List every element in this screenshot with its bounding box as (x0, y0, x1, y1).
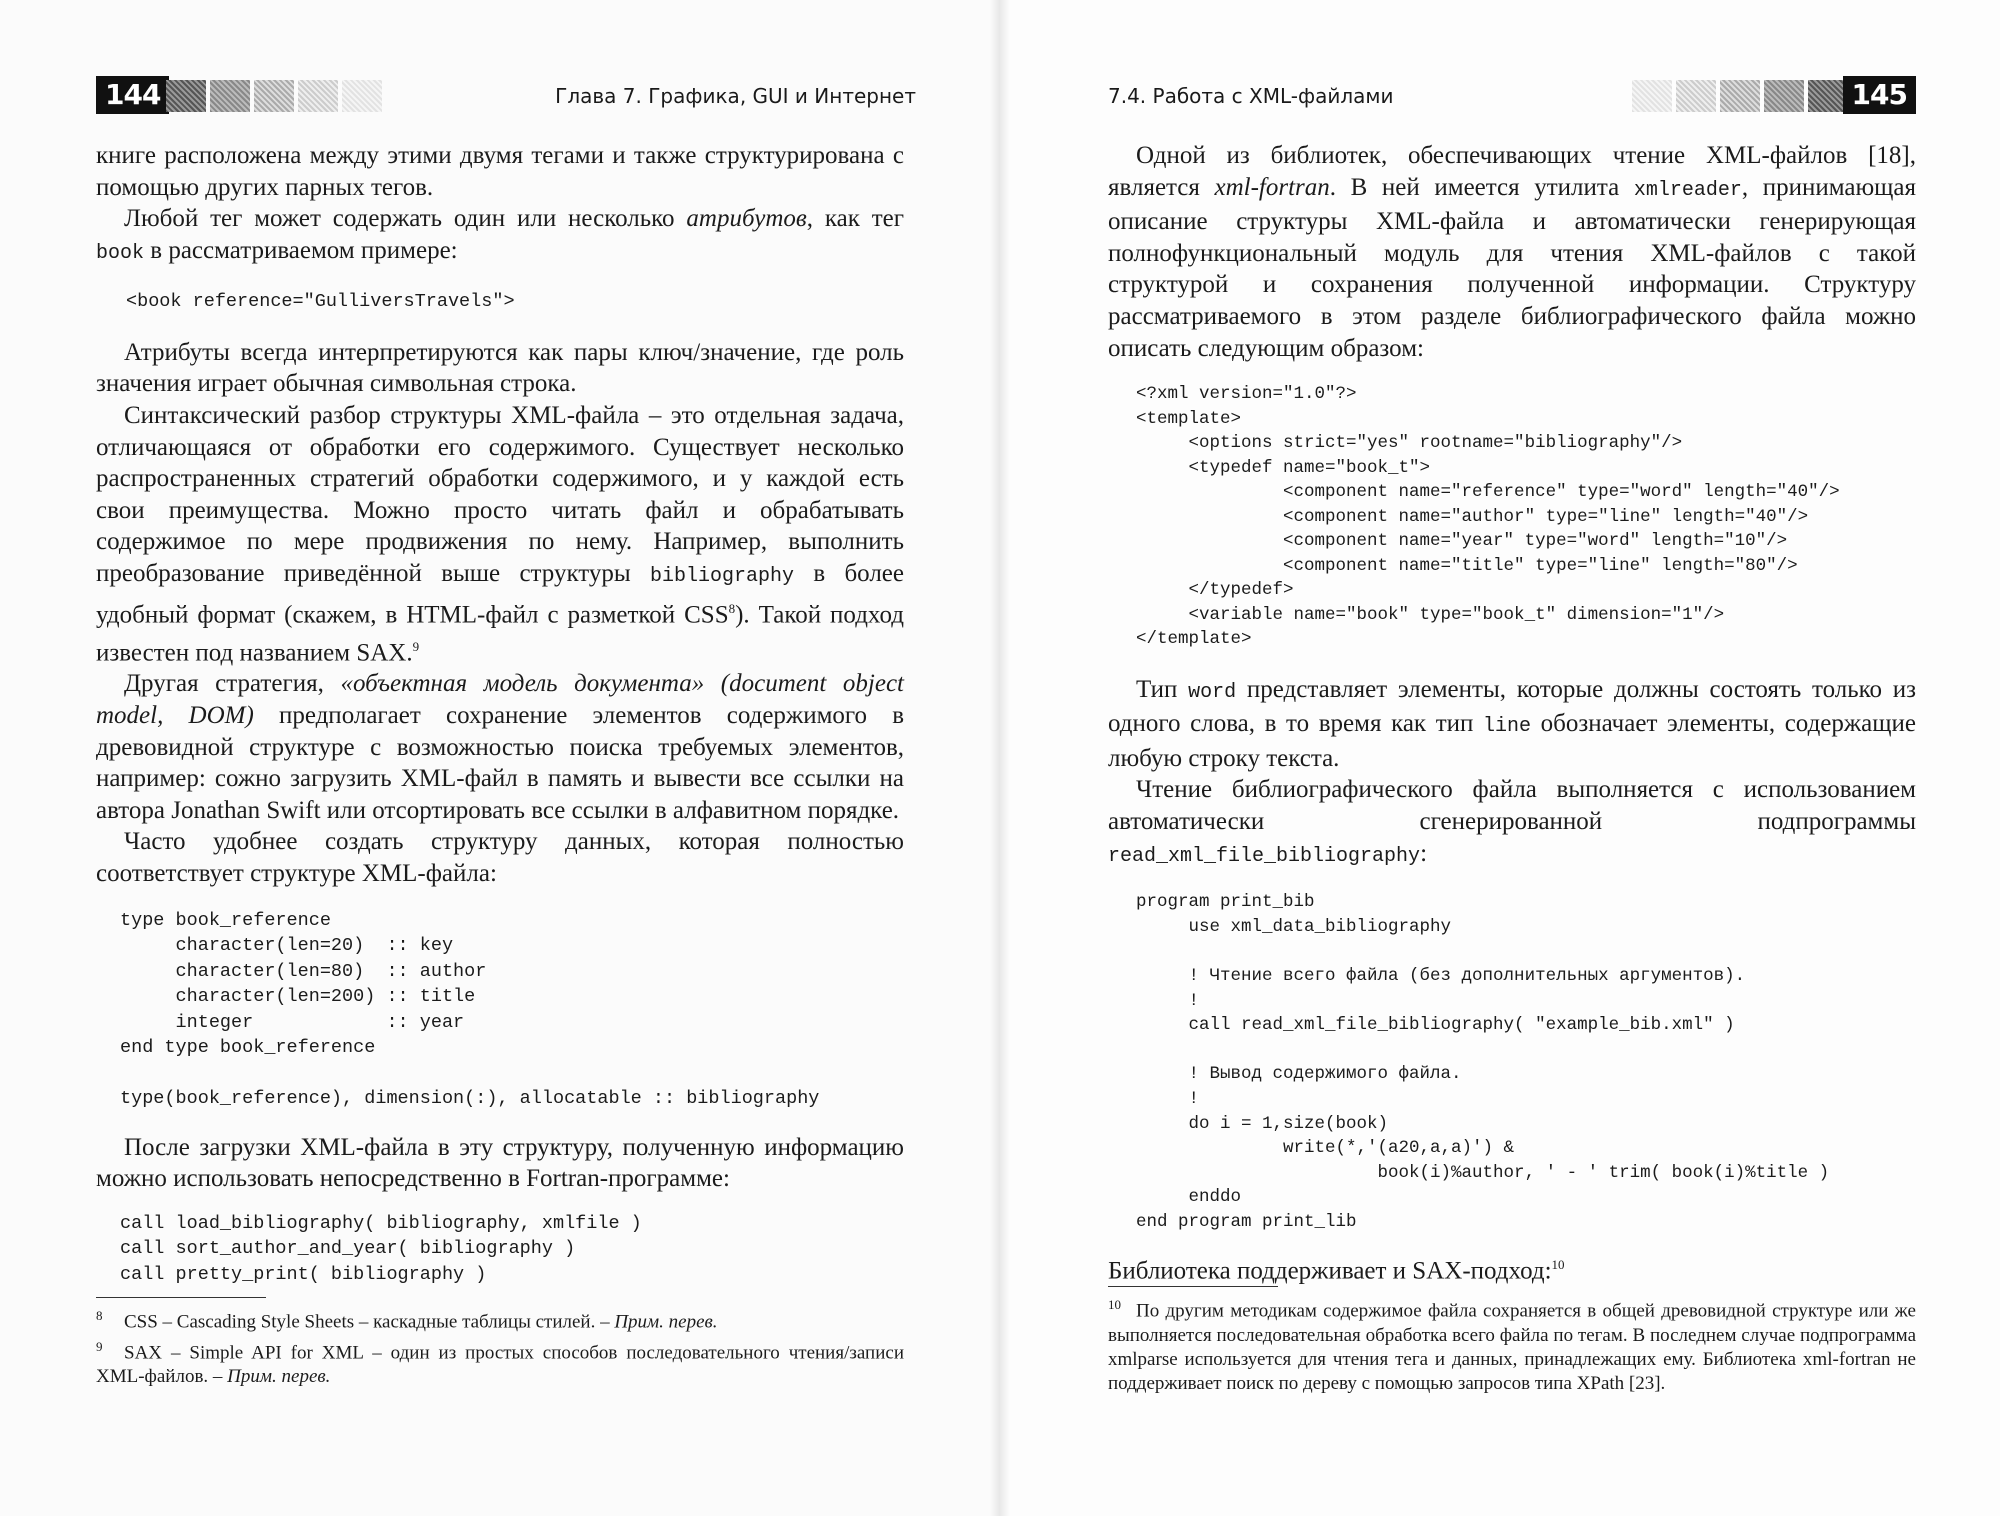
paragraph: Часто удобнее создать структуру данных, которая полностью соответствует структуре XML-файла: (96, 828, 904, 888)
right-page-header (1108, 76, 1916, 116)
chapter-title: Глава 7. Графика, GUI и Интернет (555, 84, 916, 108)
right-page (1000, 0, 2000, 1516)
footnotes (1108, 1293, 1916, 1395)
code-block: <book reference="GulliversTravels"> (126, 291, 515, 313)
paragraph: книге расположена между этими двумя тегами и также структурирована с помощью других парных тегов. (96, 142, 904, 201)
paragraph: Тип word представляет элементы, которые должны состоять только из одного слова, в то время как тип line обозначает элементы, содержащие любую строку текста. (1108, 675, 1917, 772)
footnote: 9 SAX – Simple API for XML – один из простых способов последовательного чтения/записи XML-файлов. – Прим. перев. (96, 1338, 904, 1387)
header-decoration (166, 80, 382, 112)
left-page-content (96, 140, 904, 1389)
code-block: type book_reference character(len=20) :: key character(len=80) :: author character(len=200) :: title integer :: year end type book_reference type(book_reference), dimension(:), allocatable :: bibliography (120, 909, 820, 1110)
paragraph: Синтаксический разбор структуры XML-файла – это отдельная задача, отличающаяся от обработки его содержимого. Существует несколько распространенных стратегий обработки содержимого, и у каждой есть свои преимущества. Можно просто читать файл и обрабатывать содержимое по мере продвижения по нему. Например, выполнить преобразование приведённой выше структуры bibliography в более удобный формат (скажем, в HTML-файл с разметкой CSS$^8$). Такой подход известен под названием SAX.$^9$ (96, 402, 904, 666)
section-title: 7.4. Работа с XML-файлами (1108, 84, 1394, 108)
code-block: <?xml version="1.0"?> <template> <options strict="yes" rootname="bibliography"/> <typedef name="book_t"> <component name="reference" type="word" length="40"/> <component name="author" type="line" length="40"/> <component name="year" type="word" length="10"/> <component name="title" type="line" length="80"/> </typedef> <variable name="book" type="book_t" dimension="1"/> </template> (1136, 384, 1840, 650)
footnote: 8 CSS – Cascading Style Sheets – каскадные таблицы стилей. – Прим. перев. (96, 1308, 718, 1333)
footnote: 10 По другим методикам содержимое файла сохраняется в общей древовидной структуре или же выполняется последовательная обработка всего файла по тегам. В последнем случае подпрограмма xmlparse используется для чтения тега и данных, принадлежащих ему. Библиотека xml-fortran не поддерживает поиск по дереву с помощью запросов типа XPath [23]. (1108, 1297, 1916, 1394)
footnote-rule (96, 1297, 266, 1298)
page-number: 144 (96, 76, 169, 114)
code-block: call load_bibliography( bibliography, xmlfile ) call sort_author_and_year( bibliography ) call pretty_print( bibliography ) (120, 1212, 642, 1285)
paragraph: Другая стратегия, «объектная модель документа» (document object model, DOM) предполагает сохранение элементов содержимого в древовидной структуре с возможностью поиска требуемых элементов, например: сожно загрузить XML-файл в память и вывести все ссылки на автора Jonathan Swift или отсортировать все ссылки в алфавитном порядке. (96, 670, 905, 824)
paragraph: Любой тег может содержать один или несколько атрибутов, как тег book в рассматриваемом примере: (96, 205, 904, 265)
paragraph: Атрибуты всегда интерпретируются как пары ключ/значение, где роль значения играет обычная символьная строка. (96, 338, 904, 398)
right-page-content (1108, 140, 1916, 1396)
footnote-rule (1108, 1286, 1278, 1287)
book-spine (990, 0, 1010, 1516)
paragraph: Библиотека поддерживает и SAX-подход:$^{10}$ (1108, 1256, 1565, 1284)
page-number: 145 (1843, 76, 1916, 114)
left-page-header (96, 76, 916, 116)
paragraph: Чтение библиографического файла выполняется с использованием автоматически сгенерированной подпрограммы read_xml_file_bibliography: (1108, 776, 1916, 868)
paragraph: Одной из библиотек, обеспечивающих чтение XML-файлов [18], является xml-fortran. В ней имеется утилита xmlreader, принимающая описание структуры XML-файла и автоматически генерирующая полнофункциональный модуль для чтения XML-файлов с такой структурой и сохранения полученной информации. Структуру рассматриваемого в этом разделе библиографического файла можно описать следующим образом: (1108, 142, 1916, 362)
footnotes (96, 1304, 904, 1389)
paragraph: После загрузки XML-файла в эту структуру, полученную информацию можно использовать непосредственно в Fortran-программе: (96, 1133, 904, 1193)
code-block: program print_bib use xml_data_bibliography ! Чтение всего файла (без дополнительных аргументов). ! call read_xml_file_bibliography( "example_bib.xml" ) ! Вывод содержимого файла. ! do i = 1,size(book) write(*,'(a20,a,a)') & book(i)%author, ' - ' trim( book(i)%title ) enddo end program print_lib (1136, 892, 1830, 1232)
header-decoration (1632, 80, 1848, 112)
